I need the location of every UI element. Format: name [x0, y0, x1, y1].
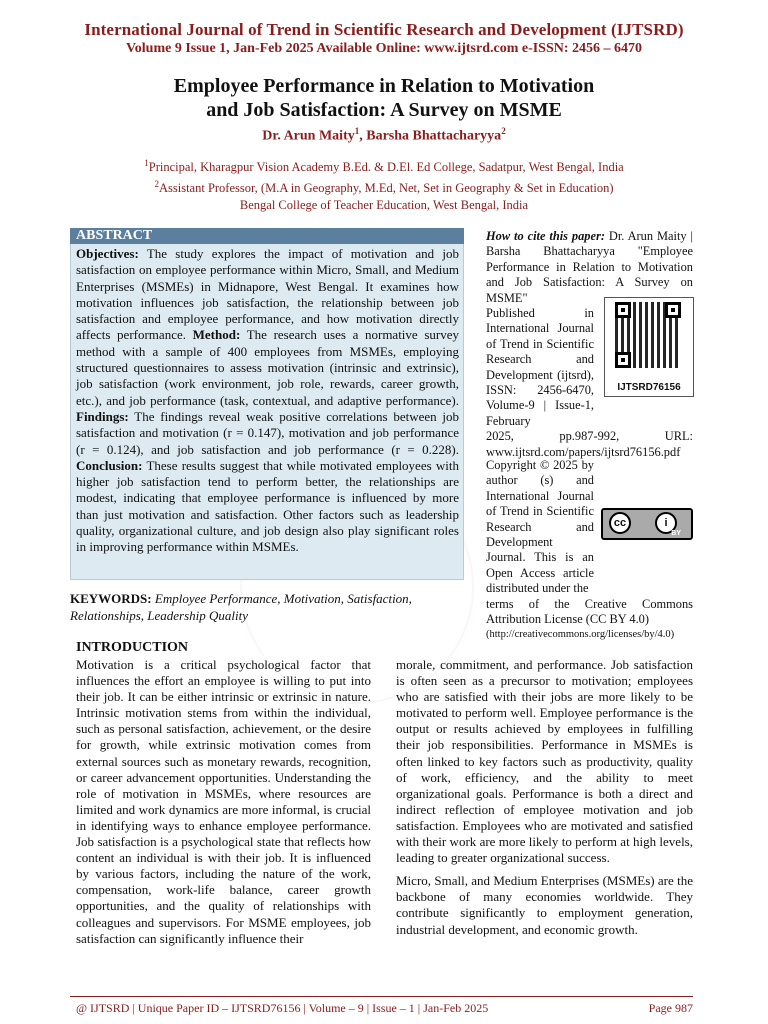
method-text: The research uses a normative survey method with a sample of 400 employees from MSMEs, employing structured questionnaires to assess motivation (intrinsic and extrinsic), job satisfaction (work environment, job role, rewards, career growth, etc.), and job performance (task, contextual, and adaptive performance).: [76, 327, 459, 408]
author-1-sup: 1: [354, 126, 360, 136]
aff-2-sup: 2: [154, 179, 159, 190]
volume-line: Volume 9 Issue 1, Jan-Feb 2025 Available Online: www.ijtsrd.com e-ISSN: 2456 – 6470: [125, 41, 643, 56]
findings-label: Findings:: [76, 408, 129, 424]
conclusion-label: Conclusion:: [76, 457, 143, 473]
qr-corner-tr: [665, 302, 681, 318]
abstract-body: [76, 246, 459, 556]
affiliation-2: [0, 176, 768, 197]
attribution-icon: i: [655, 512, 677, 534]
citation-bottom[interactable]: 2025, pp.987-992, URL: www.ijtsrd.com/papers/ijtsrd76156.pdf: [486, 429, 693, 459]
author-1: Dr. Arun Maity: [262, 128, 355, 144]
affiliation-3: Bengal College of Teacher Education, West Bengal, India: [239, 198, 529, 213]
keywords: [70, 590, 464, 624]
cc-by-badge[interactable]: [601, 508, 693, 540]
objectives-text: The study explores the impact of motivation and job satisfaction on employee performance within Micro, Small, and Medium Enterprises (MSMEs) in Midnapore, West Bengal. It examines how motivation influences job satisfaction, the relationship between job satisfaction and employee performance, and how motivation directly affects performance.: [76, 246, 459, 343]
authors: [0, 126, 768, 145]
findings-text: The findings reveal weak positive correlations between job satisfaction and motivation (r = 0.147), motivation and job performance (r = 0.124), and job satisfaction and job performance (r = 0.228).: [76, 408, 459, 457]
title-line-1: Employee Performance in Relation to Motivation: [173, 75, 595, 97]
cc-icon: cc: [609, 512, 631, 534]
affiliation-1: [0, 155, 768, 176]
cc-by-label: BY: [671, 530, 681, 537]
method-label: Method:: [192, 327, 241, 343]
intro-right-paragraph-2: Micro, Small, and Medium Enterprises (MSMEs) are the backbone of many economies worldwide. They contribute significantly to employment generation, industrial development, and economic growth.: [396, 873, 693, 937]
keywords-label: KEYWORDS:: [70, 591, 152, 606]
citation-wrap: Published in International Journal of Trend in Scientific Research and Development (ijtsrd), ISSN: 2456-6470, Volume-9 | Issue-1, February: [486, 306, 594, 428]
license-url[interactable]: (http://creativecommons.org/licenses/by/4.0): [486, 629, 675, 641]
qr-corner-bl: [615, 352, 631, 368]
copyright-block: [486, 458, 693, 643]
page-number: Page 987: [648, 1001, 693, 1015]
author-2: Barsha Bhattacharyya: [366, 128, 502, 144]
intro-right-paragraph-1: morale, commitment, and performance. Job satisfaction is often seen as a precursor to motivation; employees who are satisfied with their jobs are more likely to be motivated to perform well. Employee performance is the output or results achieved by employees in fulfilling their job responsibilities. Performance in MSMEs is often linked to key factors such as productivity, quality of work, efficiency, and the ability to meet organizational goals. Performance is both a direct and indirect reflection of employee motivation and job satisfaction. Employees who are motivated and satisfied with their work are more likely to perform at high levels, leading to greater organizational success.: [396, 657, 693, 866]
affiliations: [0, 155, 768, 214]
aff-1-sup: 1: [144, 158, 149, 168]
abstract-heading: ABSTRACT: [70, 228, 464, 244]
intro-right-column: [396, 657, 693, 945]
intro-left-paragraph: Motivation is a critical psychological factor that influences the effort an employee is willing to put into their job. It can be either intrinsic or extrinsic in nature. Intrinsic motivation stems from within the individual, such as personal satisfaction, achievement, or the desire for growth, while extrinsic motivation comes from external sources such as monetary rewards, recognition, or career advancement opportunities. Understanding the role of motivation in MSMEs, where resources are limited and work dynamics are more informal, is crucial in identifying ways to enhance employee performance. Job satisfaction is a psychological state that reflects how content an individual is with their job. It is influenced by various factors, including the nature of the work, compensation, work-life balance, career growth opportunities, and the quality of relationships with colleagues and supervisors. For MSME employees, job satisfaction can significantly influence their: [76, 657, 371, 946]
citation-label: How to cite this paper:: [486, 229, 605, 243]
keywords-text: Employee Performance, Motivation, Satisfaction, Relationships, Leadership Quality: [70, 591, 412, 623]
qr-label: IJTSRD76156: [617, 382, 681, 393]
author-separator: ,: [359, 128, 367, 144]
qr-code[interactable]: [604, 297, 694, 397]
copyright-text-top: Copyright © 2025 by author (s) and International Journal of Trend in Scientific Research and Development Journal. This is an Open Access article distributed under the: [486, 458, 594, 596]
qr-corner-tl: [615, 302, 631, 318]
title-line-2: and Job Satisfaction: A Survey on MSME: [206, 99, 562, 121]
footer-rule: [70, 996, 693, 997]
aff-2-text: Assistant Professor, (M.A in Geography, M.Ed, Net, Set in Geography & Set in Education): [158, 181, 614, 196]
conclusion-text: These results suggest that while motivated employees with higher job satisfaction tend to perform better, the relationships are modest, indicating that employee performance is influenced by more than just motivation and satisfaction. Other factors such as leadership quality, organizational culture, and job design also play significant roles in improving performance within MSMEs.: [76, 457, 459, 555]
objectives-label: Objectives:: [76, 246, 139, 261]
aff-1-text: Principal, Kharagpur Vision Academy B.Ed. & D.El. Ed College, Sadatpur, West Bengal, India: [148, 160, 624, 175]
citation-top: [486, 229, 693, 306]
paper-title: [0, 74, 768, 122]
footer-text: @ IJTSRD | Unique Paper ID – IJTSRD76156 | Volume – 9 | Issue – 1 | Jan-Feb 2025: [76, 1001, 489, 1015]
copyright-text-bottom: terms of the Creative Commons Attribution License (CC BY 4.0): [486, 596, 693, 627]
author-2-sup: 2: [501, 126, 506, 136]
footer: [76, 1001, 693, 1016]
journal-name: International Journal of Trend in Scientific Research and Development (IJTSRD): [84, 20, 684, 39]
citation-text-top: Dr. Arun Maity | Barsha Bhattacharyya "Employee Performance in Relation to Motivation and Job Satisfaction: A Survey on MSME": [486, 229, 693, 305]
intro-left-column: [76, 657, 371, 954]
introduction-heading: INTRODUCTION: [76, 640, 189, 655]
